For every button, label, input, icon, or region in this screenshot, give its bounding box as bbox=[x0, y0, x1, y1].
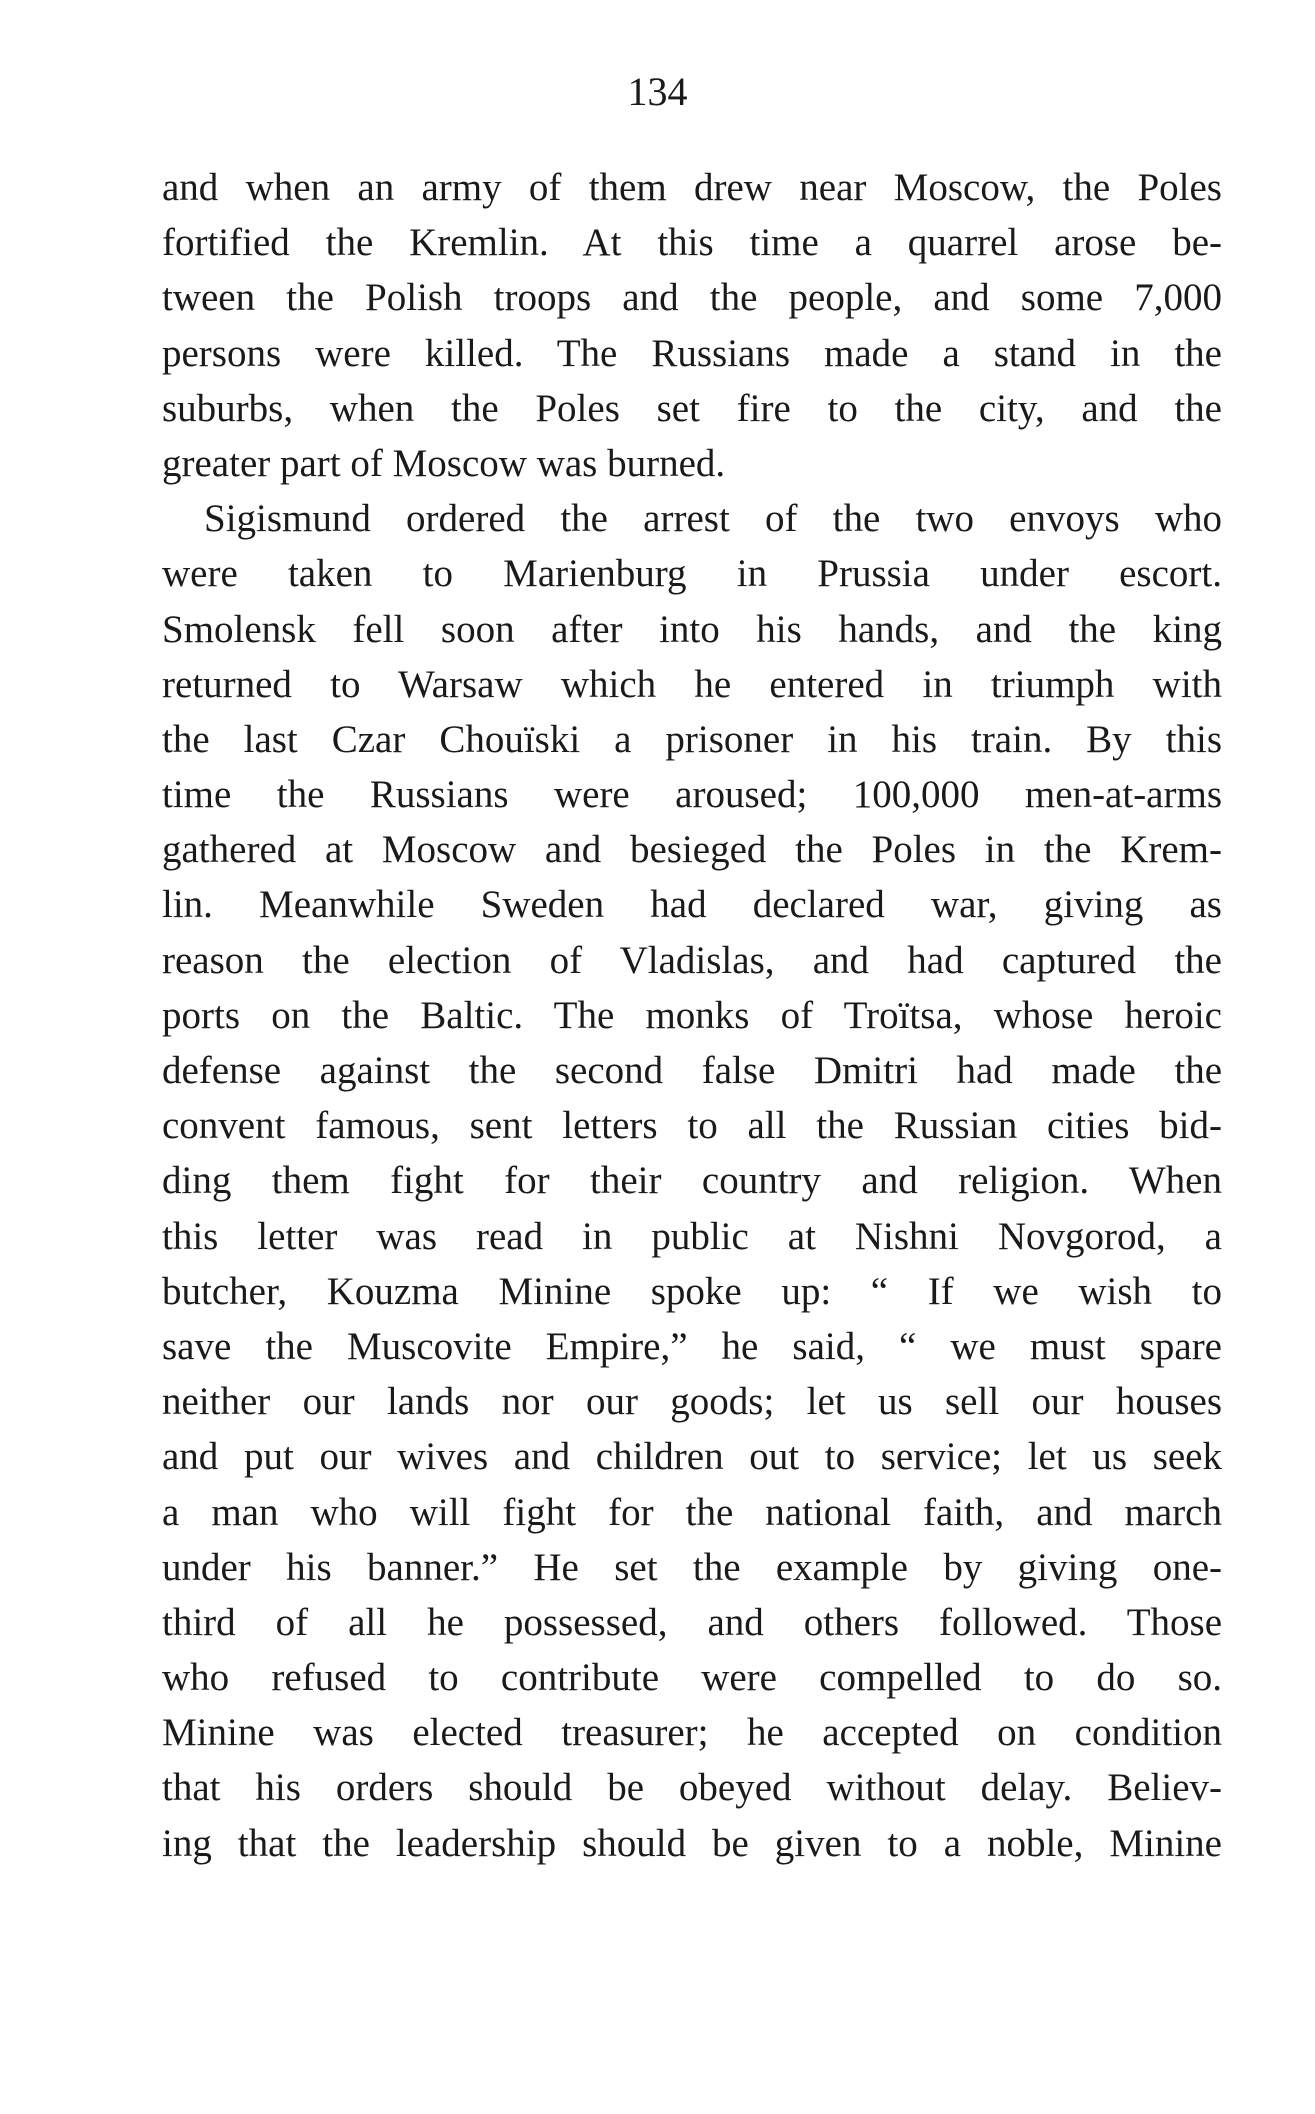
text-line: third of all he possessed, and others followed. Those bbox=[162, 1600, 1222, 1644]
text-line: gathered at Moscow and besieged the Poles in the Krem- bbox=[162, 828, 1222, 872]
text-line: defense against the second false Dmitri had made the bbox=[162, 1049, 1222, 1092]
text-line: persons were killed. The Russians made a stand in the bbox=[162, 331, 1222, 375]
text-line: butcher, Kouzma Minine spoke up: “ If we wish to bbox=[162, 1269, 1222, 1313]
text-line: neither our lands nor our goods; let us sell our houses bbox=[162, 1380, 1222, 1424]
text-line: this letter was read in public at Nishni Novgorod, a bbox=[162, 1214, 1222, 1258]
text-line: ing that the leadership should be given to a noble, Minine bbox=[162, 1821, 1222, 1865]
text-line: and when an army of them drew near Moscow, the Poles bbox=[162, 166, 1222, 209]
text-line: who refused to contribute were compelled to do so. bbox=[162, 1656, 1222, 1700]
paragraph-1 bbox=[162, 160, 1222, 491]
text-line: ding them fight for their country and religion. When bbox=[162, 1159, 1222, 1203]
text-line: Smolensk fell soon after into his hands, and the king bbox=[162, 607, 1222, 651]
text-line: a man who will fight for the national faith, and march bbox=[162, 1490, 1222, 1534]
text-line: tween the Polish troops and the people, and some 7,000 bbox=[162, 276, 1222, 320]
text-line: save the Muscovite Empire,” he said, “ we must spare bbox=[162, 1324, 1222, 1368]
paragraph-2 bbox=[162, 491, 1222, 1871]
text-line: under his banner.” He set the example by giving one- bbox=[162, 1545, 1222, 1589]
text-line: greater part of Moscow was burned. bbox=[162, 441, 726, 485]
text-line: and put our wives and children out to service; let us seek bbox=[162, 1435, 1222, 1479]
text-line: fortified the Kremlin. At this time a quarrel arose be- bbox=[162, 221, 1222, 265]
text-line: convent famous, sent letters to all the Russian cities bid- bbox=[162, 1104, 1222, 1148]
text-line: the last Czar Chouïski a prisoner in his train. By this bbox=[162, 717, 1222, 761]
text-line: lin. Meanwhile Sweden had declared war, giving as bbox=[162, 883, 1222, 927]
text-line: returned to Warsaw which he entered in triumph with bbox=[162, 662, 1222, 706]
text-line: time the Russians were aroused; 100,000 men-at-arms bbox=[162, 773, 1222, 817]
text-line: Minine was elected treasurer; he accepted on condition bbox=[162, 1711, 1222, 1755]
text-line: suburbs, when the Poles set fire to the city, and the bbox=[162, 386, 1222, 430]
text-line: were taken to Marienburg in Prussia under escort. bbox=[162, 552, 1222, 596]
text-line: reason the election of Vladislas, and had captured the bbox=[162, 938, 1222, 982]
body-text bbox=[162, 160, 1222, 1871]
page-number: 134 bbox=[627, 69, 688, 114]
text-line: ports on the Baltic. The monks of Troïtsa, whose heroic bbox=[162, 993, 1222, 1037]
text-line: that his orders should be obeyed without delay. Believ- bbox=[162, 1766, 1222, 1810]
text-line: Sigismund ordered the arrest of the two envoys who bbox=[204, 497, 1222, 541]
